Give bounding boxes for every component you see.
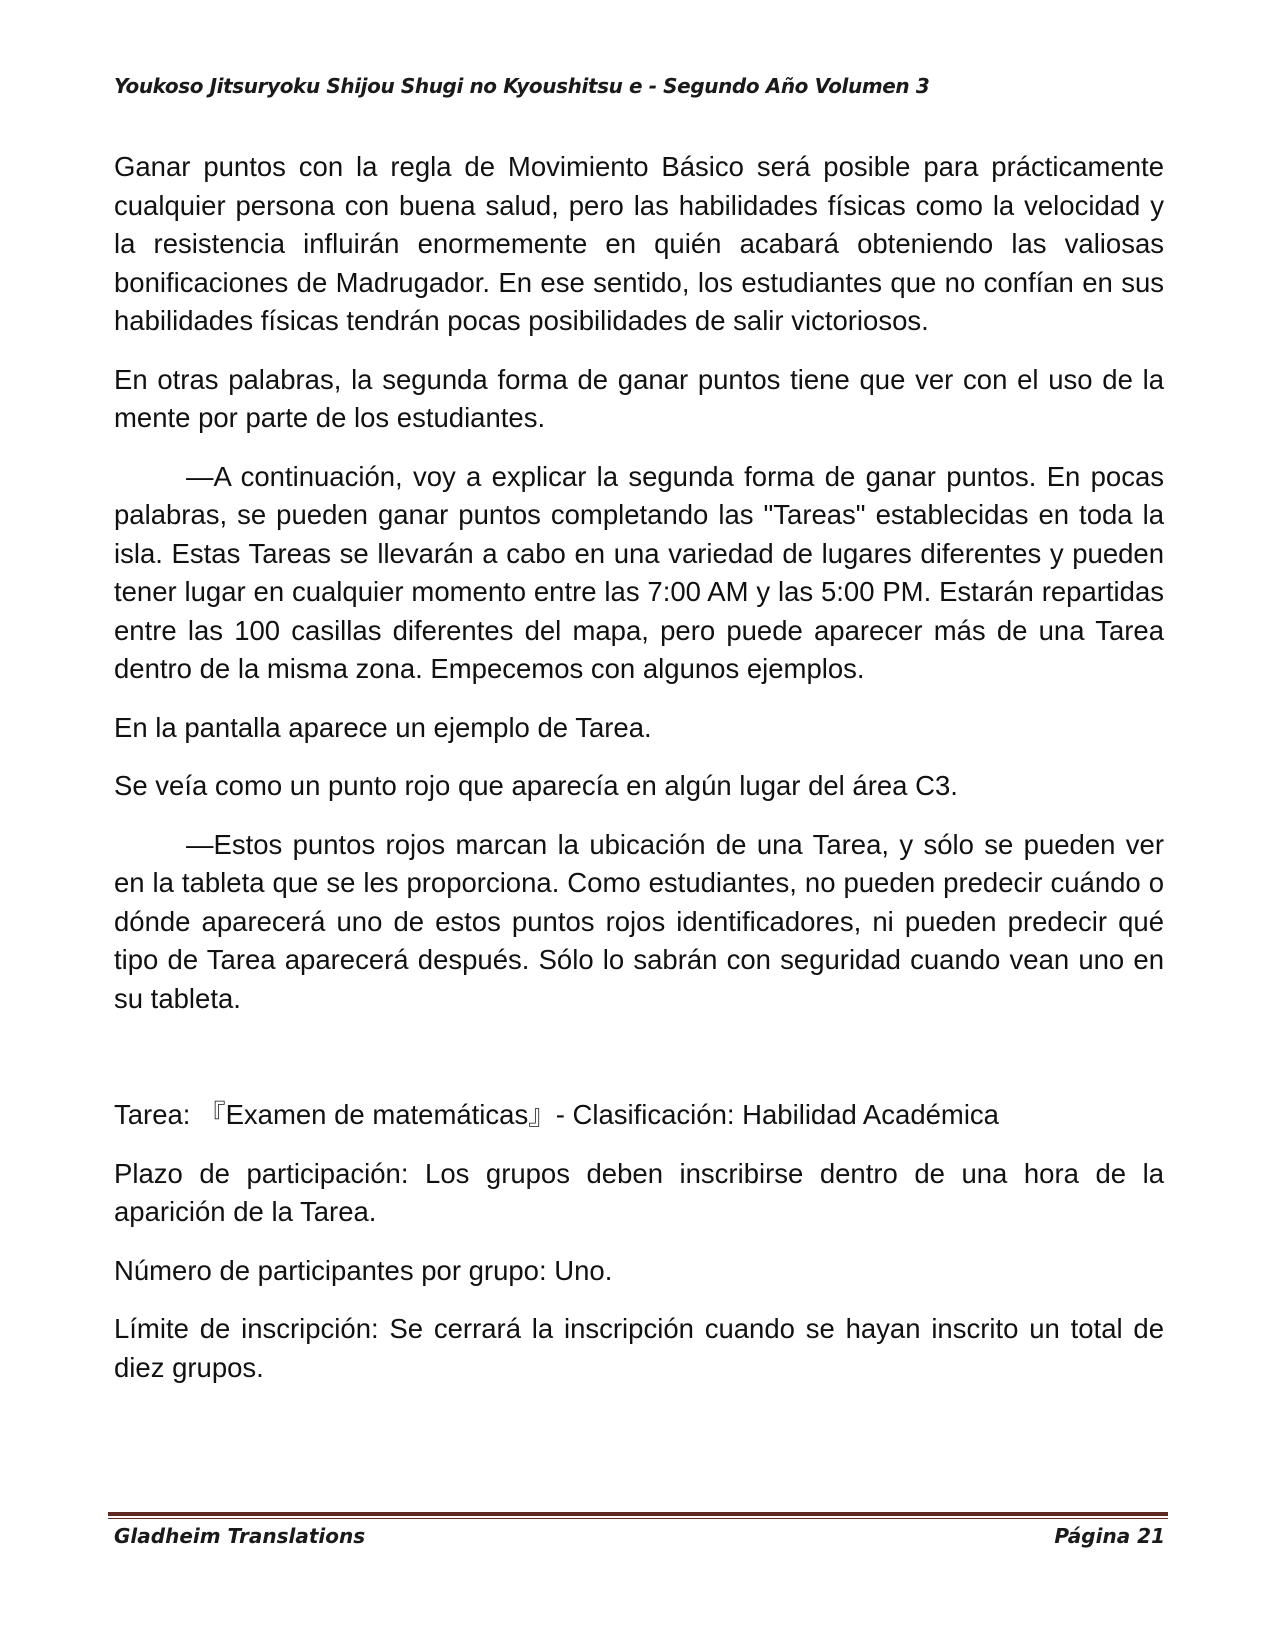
running-header: Youkoso Jitsuryoku Shijou Shugi no Kyoushitsu e - Segundo Año Volumen 3 [114,74,930,98]
page-number: Página 21 [1054,1524,1165,1548]
task-title: Tarea: 『Examen de matemáticas』- Clasificación: Habilidad Académica [114,1099,999,1130]
task-deadline: Plazo de participación: Los grupos deben inscribirse dentro de una hora de la aparición de la Tarea. [114,1157,1164,1227]
task-limit: Límite de inscripción: Se cerrará la inscripción cuando se hayan inscrito un total de diez grupos. [114,1313,1164,1383]
paragraph-6: —Estos puntos rojos marcan la ubicación de una Tarea, y sólo se pueden ver en la tableta que se les proporciona. Como estudiantes, no pueden predecir cuándo o dónde aparecerá uno de estos puntos rojos identificadores, ni pueden predecir qué tipo de Tarea aparecerá después. Sólo lo sabrán con seguridad cuando vean uno en su tableta. [114,828,1164,1014]
paragraph-5: Se veía como un punto rojo que aparecía en algún lugar del área C3. [114,770,958,801]
paragraph-3: —A continuación, voy a explicar la segunda forma de ganar puntos. En pocas palabras, se pueden ganar puntos completando las "Tareas" establecidas en toda la isla. Estas Tareas se llevarán a cabo en una variedad de lugares diferentes y pueden tener lugar en cualquier momento entre las 7:00 AM y las 5:00 PM. Estarán repartidas entre las 100 casillas diferentes del mapa, pero puede aparecer más de una Tarea dentro de la misma zona. Empecemos con algunos ejemplos. [114,460,1164,684]
footer-credit: Gladheim Translations [114,1524,366,1548]
task-participants: Número de participantes por grupo: Uno. [114,1254,613,1286]
paragraph-2: En otras palabras, la segunda forma de ganar puntos tiene que ver con el uso de la mente por parte de los estudiantes. [114,363,1164,433]
footer-divider [108,1512,1168,1519]
paragraph-1: Ganar puntos con la regla de Movimiento Básico será posible para prácticamente cualquier persona con buena salud, pero las habilidades físicas como la velocidad y la resistencia influirán enormemente en quién acabará obteniendo las valiosas bonificaciones de Madrugador. En ese sentido, los estudiantes que no confían en sus habilidades físicas tendrán pocas posibilidades de salir victoriosos. [114,151,1164,336]
footer-divider-thin [108,1518,1168,1519]
paragraph-4: En la pantalla aparece un ejemplo de Tarea. [114,711,652,743]
page-body [114,148,1164,1407]
footer-divider-thick [108,1512,1168,1516]
